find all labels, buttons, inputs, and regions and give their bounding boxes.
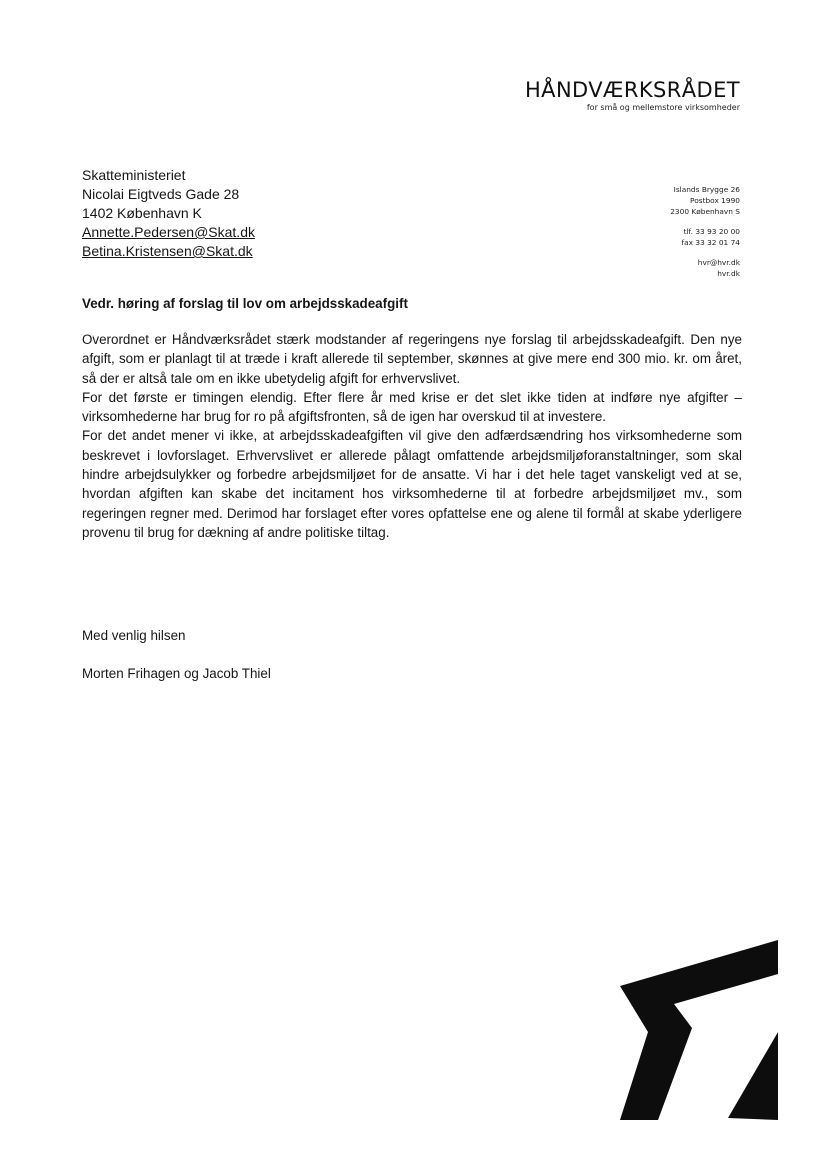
- sender-email: hvr@hvr.dk: [697, 258, 740, 267]
- recipient-email-link-2[interactable]: Betina.Kristensen@Skat.dk: [82, 243, 253, 259]
- sender-postbox: Postbox 1990: [690, 196, 740, 205]
- body-paragraph: Overordnet er Håndværksrådet stærk modstander af regeringens nye forslag til arbejdsskadeafgift. Den nye afgift, som er planlagt til at træde i kraft allerede til september, skønnes at give mere end 300 mio. kr. om året, så der er altså tale om en ikke ubetydelig afgift for erhvervslivet.: [82, 332, 742, 386]
- recipient-name: Skatteministeriet: [82, 167, 186, 183]
- letter-body: [82, 330, 742, 542]
- sender-phone: tlf. 33 93 20 00: [683, 227, 740, 236]
- recipient-email-link-1[interactable]: Annette.Pedersen@Skat.dk: [82, 224, 255, 240]
- body-paragraph: For det andet mener vi ikke, at arbejdsskadeafgiften vil give den adfærdsændring hos virksomhederne som beskrevet i lovforslaget. Erhvervslivet er allerede pålagt omfattende arbejdsmiljøforanstaltninger, som skal hindre arbejdsulykker og forbedre arbejdsmiljøet for de ansatte. Vi har i det hele taget vanskeligt ved at se, hvordan afgiften kan skabe det incitament hos virksomhederne til at forbedre arbejdsmiljøet mv., som regeringen regner med. Derimod har forslaget efter vores opfattelse ene og alene til formål at skabe yderligere provenu til brug for dækning af andre politiske tiltag.: [82, 428, 742, 540]
- recipient-city: 1402 København K: [82, 205, 202, 221]
- sender-city: 2300 København S: [670, 207, 740, 216]
- sender-fax: fax 33 32 01 74: [681, 238, 740, 247]
- recipient-address: [82, 166, 402, 261]
- organization-tagline: for små og mellemstore virksomheder: [586, 103, 740, 112]
- letterhead-graphic: [620, 940, 780, 1120]
- closing-greeting: Med venlig hilsen: [82, 628, 186, 643]
- recipient-street: Nicolai Eigtveds Gade 28: [82, 186, 240, 202]
- sender-website: hvr.dk: [717, 269, 740, 278]
- signature: Morten Frihagen og Jacob Thiel: [82, 666, 271, 681]
- contact-spacer: [600, 217, 740, 226]
- contact-spacer: [600, 248, 740, 257]
- sender-contact-block: [600, 184, 740, 279]
- body-paragraph: For det første er timingen elendig. Efter flere år med krise er det slet ikke tiden at indføre nye afgifter – virksomhederne har brug for ro på afgiftsfronten, så de igen har overskud til at investere.: [82, 389, 742, 425]
- letter-subject: Vedr. høring af forslag til lov om arbejdsskadeafgift: [82, 296, 408, 311]
- sender-street: Islands Brygge 26: [673, 185, 740, 194]
- organization-name: HÅNDVÆRKSRÅDET: [524, 78, 740, 102]
- graphic-wedge: [728, 1032, 778, 1120]
